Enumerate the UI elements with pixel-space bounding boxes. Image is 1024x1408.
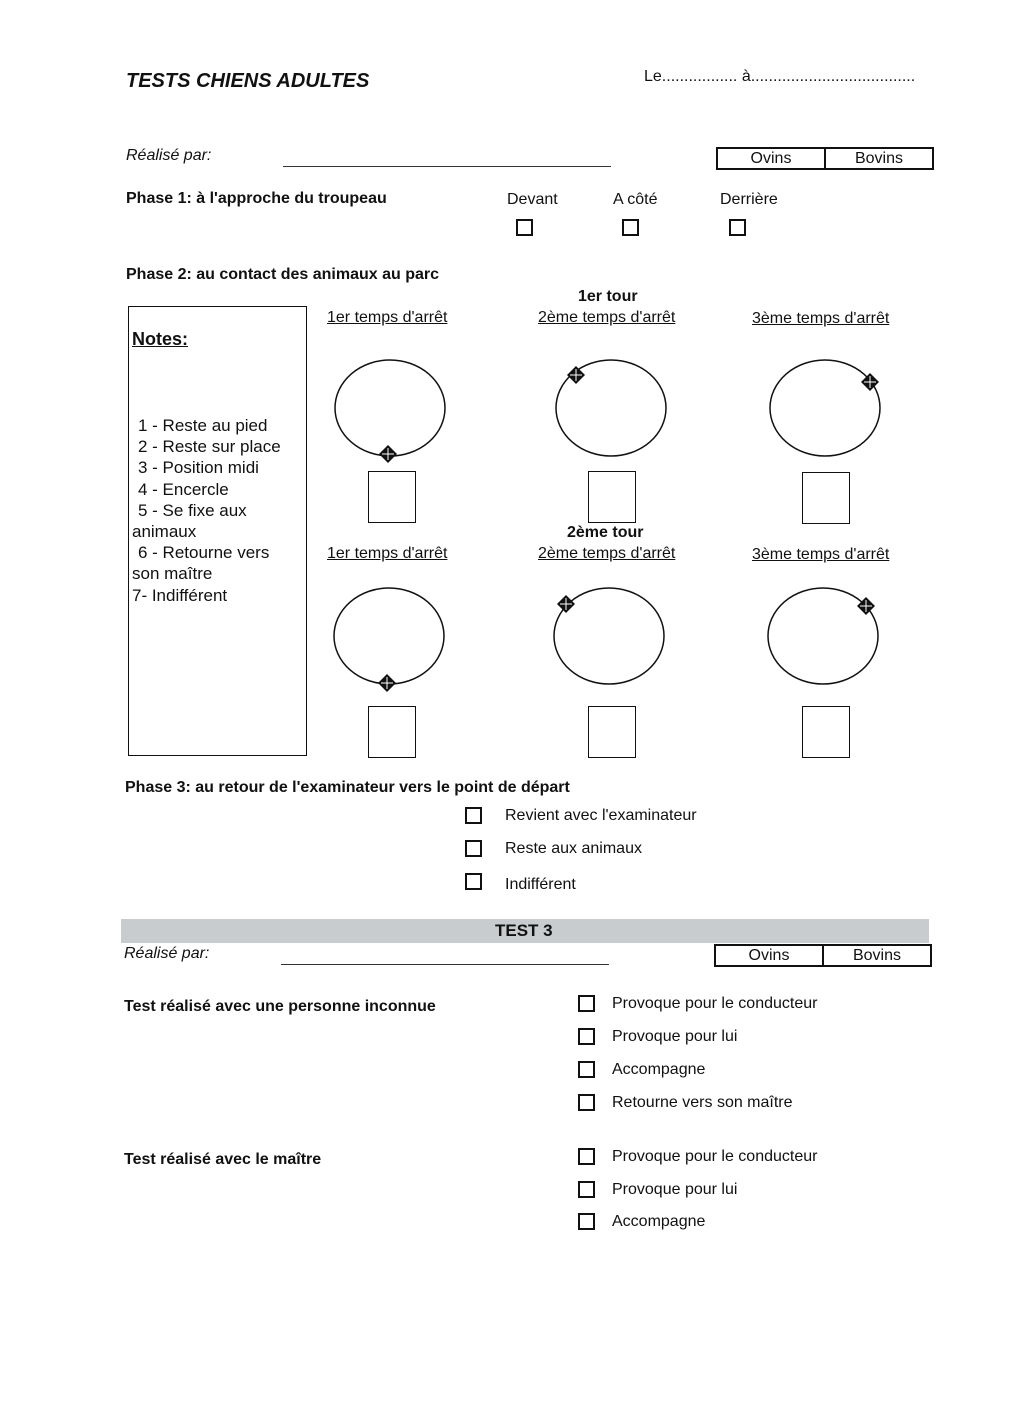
- test3-unknown-label: Test réalisé avec une personne inconnue: [124, 998, 436, 1015]
- tour2-label: 2ème tour: [567, 524, 644, 541]
- note-item: 6 - Retourne vers: [138, 543, 270, 563]
- stop-circle-tour1-1: [335, 360, 445, 456]
- master-option-label: Accompagne: [612, 1213, 706, 1230]
- test3-master-label: Test réalisé avec le maître: [124, 1151, 322, 1168]
- phase1-option-label: A côté: [613, 191, 658, 208]
- stop-label: 2ème temps d'arrêt: [538, 309, 676, 326]
- note-item: son maître: [132, 564, 213, 584]
- phase3-option-label: Indifférent: [505, 876, 576, 893]
- phase1-option-label: Devant: [507, 191, 558, 208]
- master-checkbox-provoque-lui[interactable]: [578, 1181, 595, 1198]
- phase3-checkbox-revient[interactable]: [465, 807, 482, 824]
- species-ovins[interactable]: Ovins: [750, 150, 792, 167]
- stop-label: 2ème temps d'arrêt: [538, 545, 676, 562]
- test3-species-ovins[interactable]: Ovins: [748, 947, 790, 964]
- notes-title: Notes:: [132, 329, 189, 349]
- tour1-label: 1er tour: [578, 288, 638, 305]
- score-box-tour1-2[interactable]: [588, 471, 636, 523]
- score-box-tour2-3[interactable]: [802, 706, 850, 758]
- stop-circle-tour1-3: [770, 360, 880, 456]
- phase3-checkbox-indifferent[interactable]: [465, 873, 482, 890]
- phase1-title: Phase 1: à l'approche du troupeau: [126, 190, 387, 207]
- stop-label: 3ème temps d'arrêt: [752, 310, 890, 327]
- realise-par-label: Réalisé par:: [126, 147, 212, 164]
- note-item: 3 - Position midi: [138, 458, 259, 478]
- dog-position-marker: [567, 366, 585, 384]
- phase2-title: Phase 2: au contact des animaux au parc: [126, 266, 440, 283]
- test3-realise-par-label: Réalisé par:: [124, 945, 210, 962]
- master-checkbox-provoque-conducteur[interactable]: [578, 1148, 595, 1165]
- score-box-tour1-3[interactable]: [802, 472, 850, 524]
- master-checkbox-accompagne[interactable]: [578, 1213, 595, 1230]
- phase3-checkbox-reste[interactable]: [465, 840, 482, 857]
- note-item: animaux: [132, 522, 197, 542]
- species-bovins[interactable]: Bovins: [824, 149, 932, 168]
- phase3-option-label: Reste aux animaux: [505, 840, 642, 857]
- unknown-checkbox-accompagne[interactable]: [578, 1061, 595, 1078]
- dog-position-marker: [557, 595, 575, 613]
- dog-position-marker: [379, 445, 397, 463]
- date-place-line[interactable]: Le................. à.....................................: [644, 68, 916, 85]
- note-item: 1 - Reste au pied: [138, 416, 268, 435]
- stop-label: 3ème temps d'arrêt: [752, 546, 890, 563]
- unknown-option-label: Provoque pour le conducteur: [612, 995, 818, 1012]
- unknown-checkbox-provoque-lui[interactable]: [578, 1028, 595, 1045]
- score-box-tour2-1[interactable]: [368, 706, 416, 758]
- phase3-option-label: Revient avec l'examinateur: [505, 807, 697, 824]
- phase3-title: Phase 3: au retour de l'examinateur vers le point de départ: [125, 779, 570, 796]
- test3-species-selector: [714, 944, 932, 967]
- score-box-tour2-2[interactable]: [588, 706, 636, 758]
- stop-circle-tour2-1: [334, 588, 444, 684]
- note-item: 2 - Reste sur place: [138, 437, 281, 457]
- unknown-checkbox-retourne[interactable]: [578, 1094, 595, 1111]
- note-item: 4 - Encercle: [138, 479, 229, 499]
- note-item: 5 - Se fixe aux: [138, 500, 247, 520]
- unknown-option-label: Retourne vers son maître: [612, 1094, 793, 1111]
- unknown-option-label: Accompagne: [612, 1061, 706, 1078]
- test3-realise-par-field[interactable]: [281, 964, 609, 965]
- dog-position-marker: [861, 373, 879, 391]
- note-item: 7- Indifférent: [132, 585, 228, 605]
- stop-label: 1er temps d'arrêt: [327, 309, 448, 326]
- phase1-option-label: Derrière: [720, 191, 778, 208]
- test3-title: TEST 3: [495, 921, 553, 940]
- master-option-label: Provoque pour lui: [612, 1181, 738, 1198]
- dog-position-marker: [378, 674, 396, 692]
- unknown-option-label: Provoque pour lui: [612, 1028, 738, 1045]
- page-title: TESTS CHIENS ADULTES: [126, 70, 370, 92]
- test3-species-bovins[interactable]: Bovins: [822, 946, 930, 965]
- stop-label: 1er temps d'arrêt: [327, 545, 448, 562]
- unknown-checkbox-provoque-conducteur[interactable]: [578, 995, 595, 1012]
- master-option-label: Provoque pour le conducteur: [612, 1148, 818, 1165]
- score-box-tour1-1[interactable]: [368, 471, 416, 523]
